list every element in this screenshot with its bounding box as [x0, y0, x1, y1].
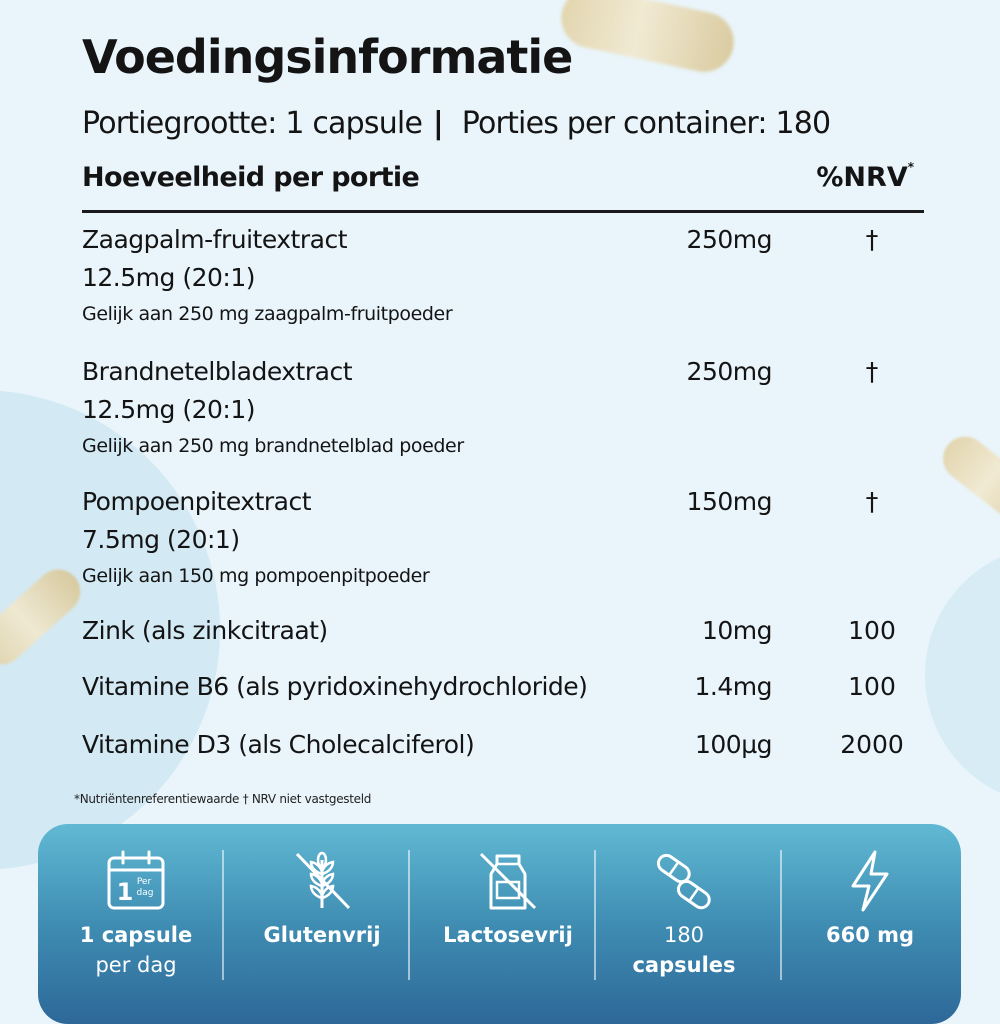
ingredient-extract-ratio: 7.5mg (20:1) [82, 525, 240, 554]
ingredient-name: Vitamine B6 (als pyridoxinehydrochloride) [82, 672, 588, 701]
feature-label-line1: Lactosevrij [443, 923, 573, 947]
ingredient-name: Brandnetelbladextract [82, 357, 353, 386]
feature-dosage [780, 824, 960, 1000]
serving-info [82, 106, 830, 141]
feature-divider [222, 850, 224, 980]
ingredient-name: Vitamine D3 (als Cholecalciferol) [82, 730, 475, 759]
ingredient-nrv-value: 100 [848, 616, 896, 645]
feature-divider [408, 850, 410, 980]
feature-gluten-free [232, 824, 412, 1000]
ingredient-nrv-value: 2000 [840, 730, 904, 759]
amount-per-serving-header: Hoeveelheid per portie [82, 162, 420, 193]
ingredient-amount: 1.4mg [694, 672, 772, 701]
table-header [82, 160, 924, 213]
background-circle-right [925, 545, 1000, 805]
feature-label-line2: capsules [632, 953, 736, 977]
feature-label-line2: per dag [95, 953, 177, 977]
capsules-icon [653, 850, 715, 916]
feature-capsule-count [594, 824, 774, 1000]
feature-label [594, 920, 774, 980]
ingredient-nrv-value: 100 [848, 672, 896, 701]
ingredient-note: Gelijk aan 250 mg brandnetelblad poeder [82, 435, 464, 457]
ingredient-name: Zink (als zinkcitraat) [82, 616, 328, 645]
feature-label-line1: Glutenvrij [263, 923, 381, 947]
feature-label [780, 920, 960, 950]
serving-separator: | [432, 106, 444, 141]
ingredient-amount: 10mg [701, 616, 772, 645]
calendar-per: Per [136, 877, 152, 887]
serving-size: Portiegrootte: 1 capsule [82, 106, 423, 141]
capsule-decoration-top [556, 0, 740, 78]
feature-label-line1: 1 capsule [79, 923, 193, 947]
feature-label [46, 920, 226, 980]
feature-lactose-free [418, 824, 598, 1000]
ingredient-amount: 100µg [695, 730, 772, 759]
feature-label [418, 920, 598, 950]
features-banner [38, 824, 961, 1024]
ingredient-amount: 250mg [686, 357, 772, 386]
capsule-decoration-right [934, 428, 1000, 537]
nrv-header-marker: * [907, 160, 914, 174]
ingredient-extract-ratio: 12.5mg (20:1) [82, 263, 255, 292]
calendar-icon [105, 850, 167, 916]
ingredient-amount: 150mg [686, 487, 772, 516]
ingredient-nrv-value: † [865, 225, 879, 254]
calendar-number: 1 [116, 878, 134, 906]
page-title: Voedingsinformatie [82, 30, 573, 84]
servings-per-container: Porties per container: 180 [461, 106, 831, 141]
feature-label-line1: 660 mg [825, 923, 915, 947]
ingredient-nrv-value: † [865, 357, 879, 386]
ingredient-amount: 250mg [686, 225, 772, 254]
calendar-dag: dag [136, 888, 154, 898]
feature-label [232, 920, 412, 950]
ingredient-nrv-value: † [865, 487, 879, 516]
ingredient-name: Pompoenpitextract [82, 487, 312, 516]
ingredient-note: Gelijk aan 150 mg pompoenpitpoeder [82, 565, 430, 587]
nrv-header [816, 162, 914, 193]
nrv-header-label: %NRV [816, 162, 908, 193]
ingredient-extract-ratio: 12.5mg (20:1) [82, 395, 255, 424]
lactose-free-icon [477, 850, 539, 916]
feature-daily-dose [46, 824, 226, 1000]
footnote: *Nutriëntenreferentiewaarde † NRV niet vastgesteld [74, 792, 372, 806]
lightning-icon [839, 850, 901, 916]
ingredient-name: Zaagpalm-fruitextract [82, 225, 348, 254]
feature-label-line1: 180 [663, 923, 705, 947]
ingredient-note: Gelijk aan 250 mg zaagpalm-fruitpoeder [82, 303, 453, 325]
gluten-free-icon [291, 850, 353, 916]
